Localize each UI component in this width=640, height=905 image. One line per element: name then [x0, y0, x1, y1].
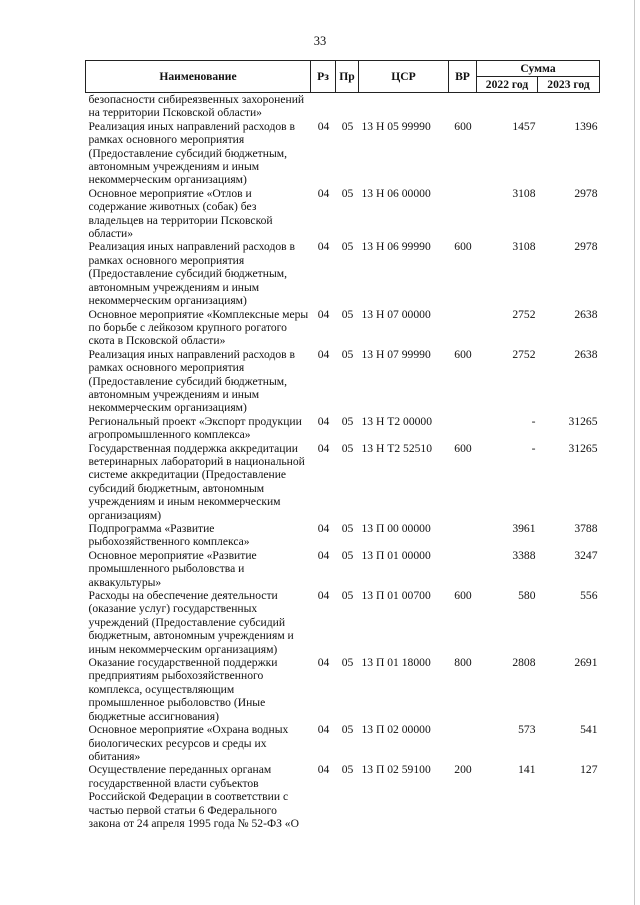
cell-pr: 05	[341, 723, 354, 737]
cell-name: Реализация иных направлений расходов в рамках основного мероприятия (Предоставление субсидий бюджетным, автономным учреждениям и иным некоммерческим организациям)	[88, 119, 295, 187]
cell-name: Региональный проект «Экспорт продукции агропромышленного комплекса»	[88, 414, 302, 442]
cell-rz: 04	[317, 347, 330, 361]
cell-2022: 1457	[512, 119, 536, 133]
cell-2022: -	[531, 414, 536, 428]
cell-vr: 600	[454, 441, 472, 455]
cell-rz	[311, 93, 336, 120]
cell-2022: 2808	[512, 656, 536, 670]
cell-name: Расходы на обеспечение деятельности (оказание услуг) государственных учреждений (Предоставление субсидий бюджетным, автономным учреждениям и иным некоммерческим организациям)	[88, 589, 294, 656]
cell-2023: 2638	[574, 307, 598, 321]
cell-2023: 31265	[568, 414, 598, 428]
cell-pr: 05	[341, 307, 354, 321]
cell-name: Основное мероприятие «Охрана водных биологических ресурсов и среды их обитания»	[88, 723, 289, 763]
page-number: 33	[313, 34, 327, 48]
cell-2023: 31265	[568, 441, 598, 455]
cell-2023: 127	[580, 763, 598, 777]
cell-pr: 05	[341, 414, 354, 428]
table-row	[86, 308, 600, 348]
cell-name: Подпрограмма «Развитие рыбохозяйственного комплекса»	[88, 522, 250, 549]
cell-rz: 04	[317, 240, 330, 254]
cell-rz: 04	[317, 119, 330, 133]
cell-name: Основное мероприятие «Развитие промышленного рыболовства и аквакультуры»	[88, 548, 257, 589]
cell-pr: 05	[341, 522, 354, 535]
cell-2022: -	[531, 441, 536, 455]
cell-name: Оказание государственной поддержки предприятиям рыбохозяйственного комплекса, осуществляющим промышленное рыболовство (Иные бюджетные ассигнования)	[88, 656, 278, 723]
cell-name: безопасности сибиреязвенных захоронений на территории Псковской области»	[88, 93, 305, 120]
cell-vr	[449, 522, 477, 549]
table-row	[86, 522, 600, 549]
header-2023: 2023 год	[538, 77, 600, 93]
cell-vr	[449, 723, 477, 763]
cell-2022: 3961	[512, 522, 536, 535]
cell-csr: 13 Н 07 00000	[361, 307, 431, 321]
cell-2023	[538, 93, 600, 120]
cell-name: Основное мероприятие «Комплексные меры по борьбе с лейкозом крупного рогатого скота в Псковской области»	[88, 307, 309, 348]
table-row	[86, 656, 600, 723]
cell-pr: 05	[341, 763, 354, 777]
cell-vr: 600	[454, 240, 472, 254]
cell-rz: 04	[317, 589, 330, 603]
cell-name: Реализация иных направлений расходов в рамках основного мероприятия (Предоставление субсидий бюджетным, автономным учреждениям и иным некоммерческим организациям)	[88, 240, 295, 308]
cell-2023: 2691	[574, 656, 598, 670]
scan-edge-line	[634, 0, 635, 905]
cell-csr: 13 П 01 00000	[361, 548, 431, 562]
header-sum: Сумма	[477, 61, 600, 77]
cell-rz: 04	[317, 548, 330, 562]
cell-name: Основное мероприятие «Отлов и содержание животных (собак) без владельцев на территории Псковской области»	[88, 186, 273, 241]
table-body	[86, 93, 600, 831]
cell-2022: 3388	[512, 548, 536, 562]
cell-rz: 04	[317, 723, 330, 737]
header-2022: 2022 год	[477, 77, 538, 93]
table-row	[86, 187, 600, 241]
cell-vr	[449, 308, 477, 348]
cell-pr: 05	[341, 656, 354, 670]
cell-csr: 13 Н Т2 52510	[361, 441, 433, 455]
cell-vr	[449, 549, 477, 589]
cell-2023: 541	[580, 723, 598, 737]
cell-csr: 13 Н 06 00000	[361, 186, 431, 200]
header-rz: Рз	[311, 61, 336, 93]
cell-csr: 13 Н Т2 00000	[361, 414, 433, 428]
cell-2022	[477, 93, 538, 120]
header-csr: ЦСР	[359, 61, 449, 93]
cell-pr: 05	[341, 186, 354, 200]
cell-rz: 04	[317, 307, 330, 321]
cell-pr: 05	[341, 240, 354, 254]
cell-2023: 3788	[574, 522, 598, 535]
cell-vr: 600	[454, 347, 472, 361]
table-row	[86, 442, 600, 522]
cell-vr: 800	[454, 656, 472, 670]
cell-csr: 13 Н 05 99990	[361, 119, 431, 133]
budget-table	[85, 60, 600, 830]
cell-csr: 13 П 01 18000	[361, 656, 431, 670]
header-vr: ВР	[449, 61, 477, 93]
cell-vr: 600	[454, 589, 472, 603]
cell-2022: 2752	[512, 347, 536, 361]
cell-2023: 1396	[574, 119, 598, 133]
table-header	[86, 61, 600, 93]
cell-csr	[359, 93, 449, 120]
cell-csr: 13 П 01 00700	[361, 589, 431, 603]
cell-rz: 04	[317, 522, 330, 535]
cell-rz: 04	[317, 414, 330, 428]
cell-vr	[449, 93, 477, 120]
table-row	[86, 589, 600, 656]
cell-csr: 13 П 02 59100	[361, 763, 431, 777]
header-pr: Пр	[336, 61, 359, 93]
cell-rz: 04	[317, 441, 330, 455]
cell-2023: 2978	[574, 186, 598, 200]
table-row	[86, 763, 600, 830]
cell-vr: 200	[454, 763, 472, 777]
cell-vr	[449, 415, 477, 442]
cell-pr: 05	[341, 441, 354, 455]
cell-2022: 3108	[512, 240, 536, 254]
cell-name: Осуществление переданных органам государственной власти субъектов Российской Федерации в соответствии с частью первой статьи 6 Федерального закона от 24 апреля 1995 года № 52-ФЗ «О	[88, 763, 299, 830]
cell-pr: 05	[341, 119, 354, 133]
table-row	[86, 723, 600, 763]
table-row	[86, 120, 600, 187]
cell-rz: 04	[317, 186, 330, 200]
cell-2022: 573	[518, 723, 536, 737]
cell-2023: 556	[580, 589, 598, 603]
table-row	[86, 93, 600, 120]
cell-pr: 05	[341, 589, 354, 603]
cell-2022: 2752	[512, 307, 536, 321]
table-row	[86, 415, 600, 442]
cell-2023: 2638	[574, 347, 598, 361]
cell-2022: 580	[518, 589, 536, 603]
cell-csr: 13 П 00 00000	[361, 522, 431, 535]
cell-csr: 13 П 02 00000	[361, 723, 431, 737]
table-row	[86, 240, 600, 307]
cell-vr: 600	[454, 119, 472, 133]
cell-rz: 04	[317, 763, 330, 777]
table-row	[86, 549, 600, 589]
cell-pr	[336, 93, 359, 120]
header-name: Наименование	[86, 61, 311, 93]
cell-name: Государственная поддержка аккредитации ветеринарных лабораторий в национальной системе аккредитации (Предоставление субсидий бюджетным, автономным учреждениям и иным некоммерческим организациям)	[88, 441, 305, 522]
cell-2023: 2978	[574, 240, 598, 254]
cell-2022: 3108	[512, 186, 536, 200]
cell-csr: 13 Н 07 99990	[361, 347, 431, 361]
cell-vr	[449, 187, 477, 241]
cell-2022: 141	[518, 763, 536, 777]
cell-pr: 05	[341, 548, 354, 562]
cell-pr: 05	[341, 347, 354, 361]
cell-name: Реализация иных направлений расходов в рамках основного мероприятия (Предоставление субсидий бюджетным, автономным учреждениям и иным некоммерческим организациям)	[88, 347, 295, 415]
table-row	[86, 348, 600, 415]
cell-rz: 04	[317, 656, 330, 670]
cell-2023: 3247	[574, 548, 598, 562]
cell-csr: 13 Н 06 99990	[361, 240, 431, 254]
